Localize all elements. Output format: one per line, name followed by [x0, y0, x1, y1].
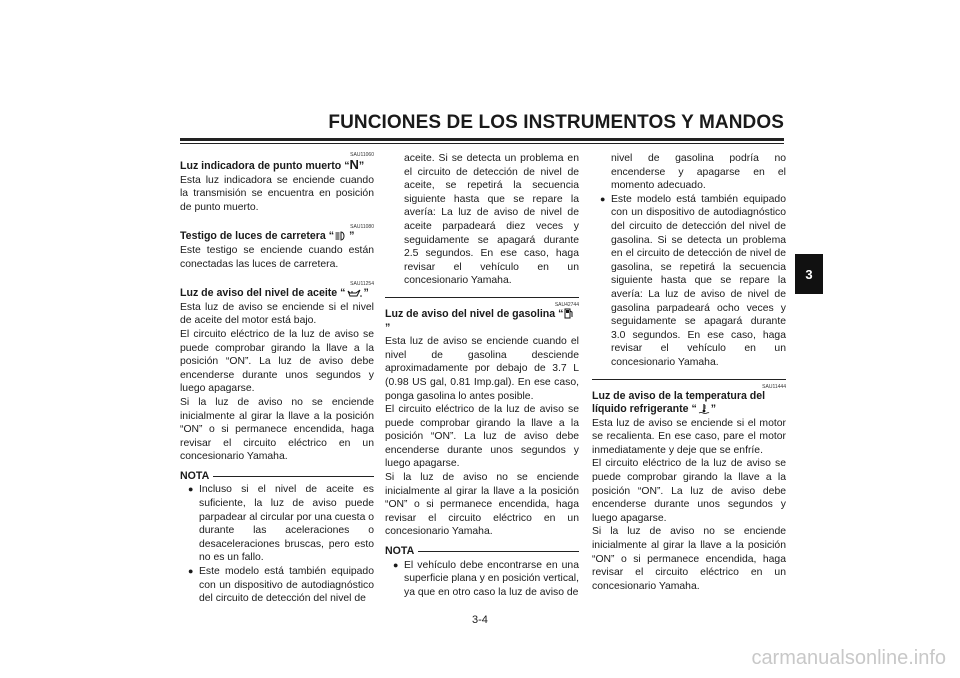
watermark: carmanualsonline.info [751, 647, 946, 669]
bullet-icon: ● [600, 193, 606, 204]
high-beam-icon [335, 231, 348, 241]
fuel-heading: Luz de aviso del nivel de gasolina “” [385, 308, 579, 335]
column-3 [592, 152, 786, 593]
bullet-item: ● Incluso si el nivel de aceite es suficiente, la luz de aviso puede parpadear al circular por una cuesta o durante las aceleraciones o desaceleraciones bruscas, pero esto no es un fallo. [188, 484, 375, 564]
bullet-continuation: aceite. Si se detecta un problema en el circuito de detección de nivel de aceite, se repetirá la secuencia siguiente hasta que se repare la avería: La luz de aviso de nivel de aceite parpadeará diez veces y seguidamente se apagará durante 2.5 segundos. En ese caso, haga revisar el vehículo en un concesionario Yamaha. [404, 153, 579, 287]
column-2 [385, 152, 579, 599]
nota-header: NOTA [180, 470, 374, 484]
coolant-p3: Si la luz de aviso no se enciende inicialmente al girar la llave a la posición “ON” o si permanece encendida, haga revisar el circuito eléctrico en un concesionario Yamaha. [592, 526, 786, 592]
bullet-item: ● Este modelo está también equipado con un dispositivo de autodiagnóstico del circuito de detección del nivel de gasolina. Si se detecta un problema en el circuito de detección de nivel de gasolina, se repetirá la secuencia siguiente hasta que se repare la avería: La luz de aviso de nivel de gasolina parpadeará ocho veces y seguidamente se apagará durante 3.0 segundos. En ese caso, haga revisar el vehículo en un concesionario Yamaha. [600, 193, 786, 368]
neutral-heading: Luz indicadora de punto muerto “N” [180, 157, 365, 172]
chapter-tab: 3 [795, 254, 823, 294]
column-1 [180, 152, 374, 606]
fuel-p1: Esta luz de aviso se enciende cuando el nivel de gasolina desciende aproximadamente por debajo de 3.7 L (0.98 US gal, 0.81 Imp.gal). En ese caso, ponga gasolina lo antes posible. [385, 336, 579, 402]
fuel-pump-icon [564, 308, 574, 319]
highbeam-heading: Testigo de luces de carretera “ ” [180, 230, 355, 243]
section-divider [385, 297, 579, 298]
oil-heading: Luz de aviso del nivel de aceite “ ” [180, 287, 369, 300]
bullet-icon: ● [188, 484, 194, 495]
page-title: FUNCIONES DE LOS INSTRUMENTOS Y MANDOS [328, 112, 784, 133]
coolant-p1: Esta luz de aviso se enciende si el motor se recalienta. En ese caso, pare el motor inmediatamente y deje que se enfríe. [592, 417, 786, 456]
section-code: SAU11254 [350, 281, 374, 288]
bullet-icon: ● [188, 566, 194, 577]
header-rule-thin [180, 143, 784, 144]
header-rule-thick [180, 138, 784, 141]
nota-header: NOTA [385, 545, 579, 559]
coolant-temperature-icon [698, 403, 710, 414]
section-code: SAU11060 [350, 152, 374, 158]
bullet-item: ● El vehículo debe encontrarse en una superficie plana y en posición vertical, ya que en otro caso la luz de aviso de [393, 559, 580, 598]
bullet-icon: ● [393, 559, 399, 570]
section-code: SAU42744 [554, 301, 579, 308]
section-code: SAU11444 [762, 383, 786, 390]
section-code: SAU11080 [350, 224, 374, 231]
oil-p3: Si la luz de aviso no se enciende inicialmente al girar la llave a la posición “ON” o si permanece encendida, haga revisar el circuito eléctrico en un concesionario Yamaha. [180, 396, 374, 463]
fuel-p3: Si la luz de aviso no se enciende inicialmente al girar la llave a la posición “ON” o si permanece encendida, haga revisar el circuito eléctrico en un concesionario Yamaha. [385, 472, 579, 538]
coolant-p2: El circuito eléctrico de la luz de aviso se puede comprobar girando la llave a la posición “ON”. La luz de aviso debe encenderse durante unos segundos y luego apagarse. [592, 458, 786, 524]
oil-p2: El circuito eléctrico de la luz de aviso se puede comprobar girando la llave a la posición “ON”. La luz de aviso debe encenderse durante unos segundos y luego apagarse. [180, 328, 374, 395]
oil-can-icon [346, 288, 362, 298]
bullet-continuation: nivel de gasolina podría no encenderse y apagarse en el momento adecuado. [611, 153, 786, 192]
neutral-n-icon: N [349, 157, 359, 172]
page-number: 3-4 [472, 614, 488, 626]
fuel-p2: El circuito eléctrico de la luz de aviso se puede comprobar girando la llave a la posición “ON”. La luz de aviso debe encenderse durante unos segundos y luego apagarse. [385, 404, 579, 470]
section-divider [592, 379, 786, 380]
bullet-item: ● Este modelo está también equipado con un dispositivo de autodiagnóstico del circuito de detección del nivel de [188, 566, 374, 605]
highbeam-body: Este testigo se enciende cuando están conectadas las luces de carretera. [180, 244, 374, 270]
oil-p1: Esta luz de aviso se enciende si el nivel de aceite del motor está bajo. [180, 301, 374, 327]
coolant-heading: Luz de aviso de la temperatura del líquido refrigerante “ ” [592, 389, 766, 416]
neutral-body: Esta luz indicadora se enciende cuando la transmisión se encuentra en posición de punto muerto. [180, 174, 374, 213]
